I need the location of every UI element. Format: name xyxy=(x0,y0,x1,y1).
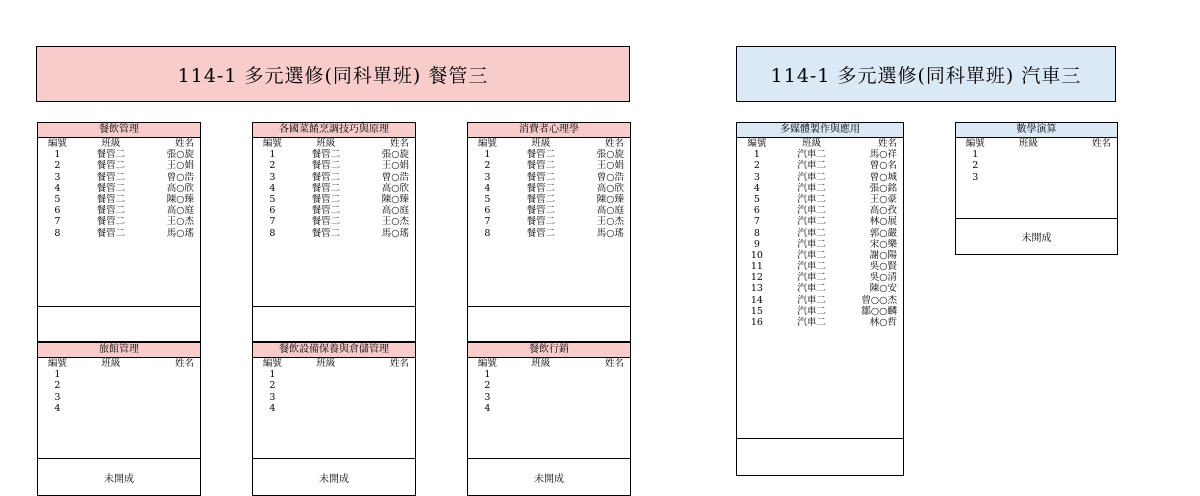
table-row xyxy=(737,183,903,194)
row-student-name: 曾○城 xyxy=(869,171,897,183)
row-number: 6 xyxy=(753,205,760,217)
row-number: 7 xyxy=(753,216,760,228)
table-row xyxy=(38,216,200,227)
row-class: 餐管二 xyxy=(96,227,126,239)
row-student-name: 馬○瑤 xyxy=(596,227,624,239)
row-class: 餐管二 xyxy=(96,171,126,183)
course-table xyxy=(955,122,1118,255)
table-row xyxy=(468,149,630,160)
row-class: 汽車二 xyxy=(797,182,826,194)
row-number: 2 xyxy=(972,160,979,172)
row-class: 汽車二 xyxy=(797,272,826,284)
row-number: 11 xyxy=(750,261,763,273)
row-class: 汽車二 xyxy=(797,305,826,317)
row-class: 餐管二 xyxy=(526,171,556,183)
row-class: 餐管二 xyxy=(311,216,341,228)
table-row xyxy=(956,149,1117,160)
row-number: 4 xyxy=(54,182,61,194)
row-number: 12 xyxy=(750,272,763,284)
table-row xyxy=(737,239,903,250)
column-header-class: 班級 xyxy=(101,358,121,369)
row-class: 汽車二 xyxy=(797,249,826,261)
row-number: 7 xyxy=(484,216,491,228)
row-class xyxy=(292,403,360,414)
row-student-name: 陳○安 xyxy=(869,283,897,295)
banner-title: 114-1 多元選修(同科單班) 汽車三 xyxy=(770,64,1082,87)
row-student-name: 高○庭 xyxy=(381,205,409,217)
row-number: 1 xyxy=(269,149,276,161)
row-student-name: 王○娟 xyxy=(166,160,194,172)
row-student-name: 郭○嚴 xyxy=(869,227,897,239)
row-class: 餐管二 xyxy=(311,160,341,172)
row-class: 汽車二 xyxy=(797,317,826,328)
banner-food-management xyxy=(36,46,630,102)
row-class: 餐管二 xyxy=(526,193,556,205)
course-table xyxy=(467,342,631,496)
course-title: 餐飲設備保養與倉儲管理 xyxy=(253,343,415,358)
row-student-name xyxy=(1062,172,1117,183)
banner-automotive xyxy=(736,46,1116,102)
row-class: 餐管二 xyxy=(526,227,556,239)
table-row xyxy=(38,369,200,380)
column-header-number: 編號 xyxy=(965,138,985,149)
table-row xyxy=(38,160,200,171)
row-student-name: 曾○○杰 xyxy=(861,294,897,306)
column-header-name: 姓名 xyxy=(1091,138,1111,149)
table-row xyxy=(468,392,630,403)
table-row xyxy=(253,369,415,380)
row-student-name: 陳○臻 xyxy=(166,193,194,205)
row-number: 2 xyxy=(484,160,491,172)
course-table xyxy=(252,122,416,342)
column-headers xyxy=(38,138,200,149)
row-number: 3 xyxy=(484,171,491,183)
course-status-footer xyxy=(468,307,630,341)
column-header-number: 編號 xyxy=(47,358,67,369)
table-row xyxy=(38,194,200,205)
table-row xyxy=(253,183,415,194)
column-headers xyxy=(468,138,630,149)
table-row xyxy=(253,216,415,227)
table-row xyxy=(956,172,1117,183)
row-number: 10 xyxy=(750,249,763,261)
table-row xyxy=(38,403,200,414)
row-student-name: 王○娟 xyxy=(596,160,624,172)
row-student-name: 王○杰 xyxy=(166,216,194,228)
row-student-name: 馬○瑤 xyxy=(166,227,194,239)
row-student-name: 高○庭 xyxy=(166,205,194,217)
row-student-name xyxy=(145,403,200,414)
table-row xyxy=(737,250,903,261)
row-student-name: 曾○浩 xyxy=(381,171,409,183)
row-class: 餐管二 xyxy=(311,193,341,205)
table-row xyxy=(468,216,630,227)
table-row xyxy=(737,272,903,283)
row-number: 13 xyxy=(750,283,763,295)
row-student-name: 曾○名 xyxy=(869,160,897,172)
row-class: 餐管二 xyxy=(526,149,556,161)
table-row xyxy=(737,261,903,272)
table-row xyxy=(737,283,903,294)
course-title: 餐飲行銷 xyxy=(468,343,630,358)
row-number: 3 xyxy=(54,171,61,183)
row-number: 8 xyxy=(54,227,61,239)
table-row xyxy=(253,380,415,391)
row-class xyxy=(507,369,575,380)
row-student-name: 曾○浩 xyxy=(166,171,194,183)
table-row xyxy=(38,172,200,183)
table-row xyxy=(38,149,200,160)
course-status-footer xyxy=(253,307,415,341)
row-number: 2 xyxy=(54,160,61,172)
row-student-name: 陳○臻 xyxy=(596,193,624,205)
row-student-name: 吳○清 xyxy=(869,272,897,284)
course-title: 數學演算 xyxy=(956,123,1117,138)
row-number: 1 xyxy=(54,149,61,161)
table-row xyxy=(38,205,200,216)
course-table xyxy=(37,342,201,496)
table-row xyxy=(737,172,903,183)
course-table xyxy=(736,122,904,476)
table-row xyxy=(737,295,903,306)
row-student-name xyxy=(360,403,415,414)
row-number: 3 xyxy=(54,391,61,403)
row-number: 6 xyxy=(484,205,491,217)
row-class xyxy=(77,392,145,403)
row-student-name: 王○娟 xyxy=(381,160,409,172)
row-number: 4 xyxy=(753,182,760,194)
row-student-name: 陳○臻 xyxy=(381,193,409,205)
row-student-name: 吳○賢 xyxy=(869,261,897,273)
row-class: 餐管二 xyxy=(526,216,556,228)
row-number: 2 xyxy=(484,380,491,392)
column-header-class: 班級 xyxy=(531,138,551,149)
row-class: 餐管二 xyxy=(96,216,126,228)
row-number: 2 xyxy=(269,160,276,172)
row-student-name: 馬○祥 xyxy=(869,149,897,161)
column-headers xyxy=(956,138,1117,149)
row-class: 餐管二 xyxy=(526,205,556,217)
row-number: 9 xyxy=(753,238,760,250)
row-number: 5 xyxy=(54,193,61,205)
column-header-class: 班級 xyxy=(531,358,551,369)
row-class: 餐管二 xyxy=(311,149,341,161)
row-class xyxy=(292,380,360,391)
row-class xyxy=(995,172,1063,183)
row-class: 餐管二 xyxy=(311,227,341,239)
row-class: 汽車二 xyxy=(797,261,826,273)
table-row xyxy=(468,205,630,216)
row-number: 8 xyxy=(753,227,760,239)
row-student-name xyxy=(360,369,415,380)
row-class: 餐管二 xyxy=(526,160,556,172)
course-status-footer: 未開成 xyxy=(104,473,134,485)
row-number: 2 xyxy=(54,380,61,392)
row-number: 14 xyxy=(750,294,763,306)
course-status-footer: 未開成 xyxy=(319,473,349,485)
column-header-name: 姓名 xyxy=(877,138,897,149)
row-class: 汽車二 xyxy=(797,216,826,228)
banner-title: 114-1 多元選修(同科單班) 餐管三 xyxy=(177,64,489,87)
row-number: 4 xyxy=(269,182,276,194)
row-student-name: 王○杰 xyxy=(381,216,409,228)
course-title: 各國菜餚烹調技巧與原理 xyxy=(253,123,415,138)
table-row xyxy=(737,228,903,239)
row-number: 3 xyxy=(972,171,979,183)
course-table xyxy=(252,342,416,496)
row-class: 餐管二 xyxy=(311,182,341,194)
row-class: 餐管二 xyxy=(311,205,341,217)
row-number: 1 xyxy=(753,149,760,161)
table-row xyxy=(737,317,903,328)
column-headers xyxy=(253,358,415,369)
row-class: 汽車二 xyxy=(797,160,826,172)
table-row xyxy=(956,160,1117,171)
table-row xyxy=(737,149,903,160)
row-student-name: 高○欣 xyxy=(381,182,409,194)
row-number: 1 xyxy=(972,149,979,161)
row-student-name xyxy=(145,380,200,391)
column-header-class: 班級 xyxy=(101,138,121,149)
row-class: 汽車二 xyxy=(797,238,826,250)
row-student-name: 高○孜 xyxy=(869,205,897,217)
row-number: 1 xyxy=(484,369,491,381)
table-row xyxy=(468,194,630,205)
row-number: 5 xyxy=(269,193,276,205)
table-row xyxy=(468,172,630,183)
row-class xyxy=(507,380,575,391)
row-number: 1 xyxy=(54,369,61,381)
row-student-name xyxy=(575,380,630,391)
row-number: 5 xyxy=(484,193,491,205)
row-class: 汽車二 xyxy=(797,149,826,161)
table-row xyxy=(468,403,630,414)
course-table xyxy=(467,122,631,342)
table-row xyxy=(737,194,903,205)
column-header-name: 姓名 xyxy=(174,138,194,149)
column-header-name: 姓名 xyxy=(174,358,194,369)
row-class: 汽車二 xyxy=(797,227,826,239)
table-row xyxy=(468,228,630,239)
table-row xyxy=(737,160,903,171)
row-student-name: 林○哲 xyxy=(869,317,897,328)
table-row xyxy=(253,160,415,171)
row-number: 16 xyxy=(750,317,763,328)
row-number: 5 xyxy=(753,193,760,205)
row-student-name: 謝○陽 xyxy=(869,249,897,261)
row-number: 1 xyxy=(269,369,276,381)
row-class: 汽車二 xyxy=(797,294,826,306)
column-header-name: 姓名 xyxy=(604,358,624,369)
row-number: 15 xyxy=(750,305,763,317)
course-table xyxy=(37,122,201,342)
row-class xyxy=(292,369,360,380)
row-student-name: 高○欣 xyxy=(596,182,624,194)
row-student-name: 高○庭 xyxy=(596,205,624,217)
table-row xyxy=(253,149,415,160)
row-class xyxy=(292,392,360,403)
row-student-name: 林○展 xyxy=(869,216,897,228)
column-header-class: 班級 xyxy=(1018,138,1038,149)
row-class xyxy=(507,403,575,414)
row-student-name xyxy=(360,392,415,403)
row-class xyxy=(77,403,145,414)
table-row xyxy=(253,172,415,183)
row-number: 7 xyxy=(269,216,276,228)
table-row xyxy=(468,369,630,380)
row-student-name: 王○豪 xyxy=(869,193,897,205)
column-header-name: 姓名 xyxy=(389,138,409,149)
row-class: 汽車二 xyxy=(797,205,826,217)
column-header-number: 編號 xyxy=(262,138,282,149)
row-class: 餐管二 xyxy=(96,205,126,217)
course-title: 餐飲管理 xyxy=(38,123,200,138)
row-number: 4 xyxy=(54,402,61,414)
table-row xyxy=(468,380,630,391)
row-student-name: 馬○瑤 xyxy=(381,227,409,239)
course-status-footer: 未開成 xyxy=(1021,233,1052,244)
column-header-number: 編號 xyxy=(262,358,282,369)
row-number: 7 xyxy=(54,216,61,228)
table-row xyxy=(253,228,415,239)
row-number: 8 xyxy=(269,227,276,239)
table-row xyxy=(38,228,200,239)
course-status-footer xyxy=(737,439,903,475)
row-class: 汽車二 xyxy=(797,283,826,295)
row-number: 3 xyxy=(269,391,276,403)
table-row xyxy=(38,183,200,194)
row-class: 汽車二 xyxy=(797,171,826,183)
table-row xyxy=(253,403,415,414)
row-class: 餐管二 xyxy=(96,160,126,172)
row-class xyxy=(995,160,1063,171)
table-row xyxy=(253,392,415,403)
column-header-class: 班級 xyxy=(316,138,336,149)
course-status-footer: 未開成 xyxy=(534,473,564,485)
row-class xyxy=(77,369,145,380)
row-student-name: 張○旋 xyxy=(596,149,624,161)
row-class: 餐管二 xyxy=(96,149,126,161)
row-number: 3 xyxy=(484,391,491,403)
row-student-name: 曾○浩 xyxy=(596,171,624,183)
row-student-name xyxy=(145,369,200,380)
column-headers xyxy=(468,358,630,369)
row-student-name xyxy=(575,369,630,380)
table-row xyxy=(737,216,903,227)
row-class xyxy=(507,392,575,403)
row-student-name xyxy=(360,380,415,391)
row-number: 4 xyxy=(484,182,491,194)
course-status-footer xyxy=(38,307,200,341)
row-class xyxy=(995,149,1063,160)
row-student-name xyxy=(1062,160,1117,171)
table-row xyxy=(38,392,200,403)
row-number: 1 xyxy=(484,149,491,161)
row-student-name: 張○旋 xyxy=(381,149,409,161)
row-student-name: 王○杰 xyxy=(596,216,624,228)
table-row xyxy=(38,380,200,391)
row-student-name xyxy=(1062,149,1117,160)
row-student-name xyxy=(145,392,200,403)
course-title: 消費者心理學 xyxy=(468,123,630,138)
table-row xyxy=(737,306,903,317)
row-class: 餐管二 xyxy=(526,182,556,194)
row-student-name: 張○銘 xyxy=(869,182,897,194)
column-headers xyxy=(38,358,200,369)
row-number: 2 xyxy=(269,380,276,392)
row-number: 3 xyxy=(753,171,760,183)
row-student-name xyxy=(575,392,630,403)
column-header-class: 班級 xyxy=(316,358,336,369)
course-title: 多媒體製作與應用 xyxy=(737,123,903,138)
table-row xyxy=(253,194,415,205)
column-header-number: 編號 xyxy=(477,138,497,149)
column-header-number: 編號 xyxy=(47,138,67,149)
row-number: 6 xyxy=(269,205,276,217)
row-number: 3 xyxy=(269,171,276,183)
table-row xyxy=(737,205,903,216)
row-number: 2 xyxy=(753,160,760,172)
row-student-name: 鄒○○麟 xyxy=(861,305,897,317)
column-headers xyxy=(253,138,415,149)
column-header-number: 編號 xyxy=(747,138,767,149)
row-student-name: 張○旋 xyxy=(166,149,194,161)
table-row xyxy=(468,183,630,194)
row-class xyxy=(77,380,145,391)
table-row xyxy=(468,160,630,171)
row-number: 4 xyxy=(269,402,276,414)
course-title: 旅館管理 xyxy=(38,343,200,358)
row-number: 8 xyxy=(484,227,491,239)
column-headers xyxy=(737,138,903,149)
column-header-class: 班級 xyxy=(802,138,822,149)
table-row xyxy=(253,205,415,216)
column-header-name: 姓名 xyxy=(389,358,409,369)
row-number: 4 xyxy=(484,402,491,414)
row-class: 餐管二 xyxy=(96,182,126,194)
row-student-name: 宋○樂 xyxy=(869,238,897,250)
row-student-name xyxy=(575,403,630,414)
row-class: 汽車二 xyxy=(797,193,826,205)
row-number: 6 xyxy=(54,205,61,217)
row-student-name: 高○欣 xyxy=(166,182,194,194)
row-class: 餐管二 xyxy=(96,193,126,205)
column-header-number: 編號 xyxy=(477,358,497,369)
row-class: 餐管二 xyxy=(311,171,341,183)
column-header-name: 姓名 xyxy=(604,138,624,149)
